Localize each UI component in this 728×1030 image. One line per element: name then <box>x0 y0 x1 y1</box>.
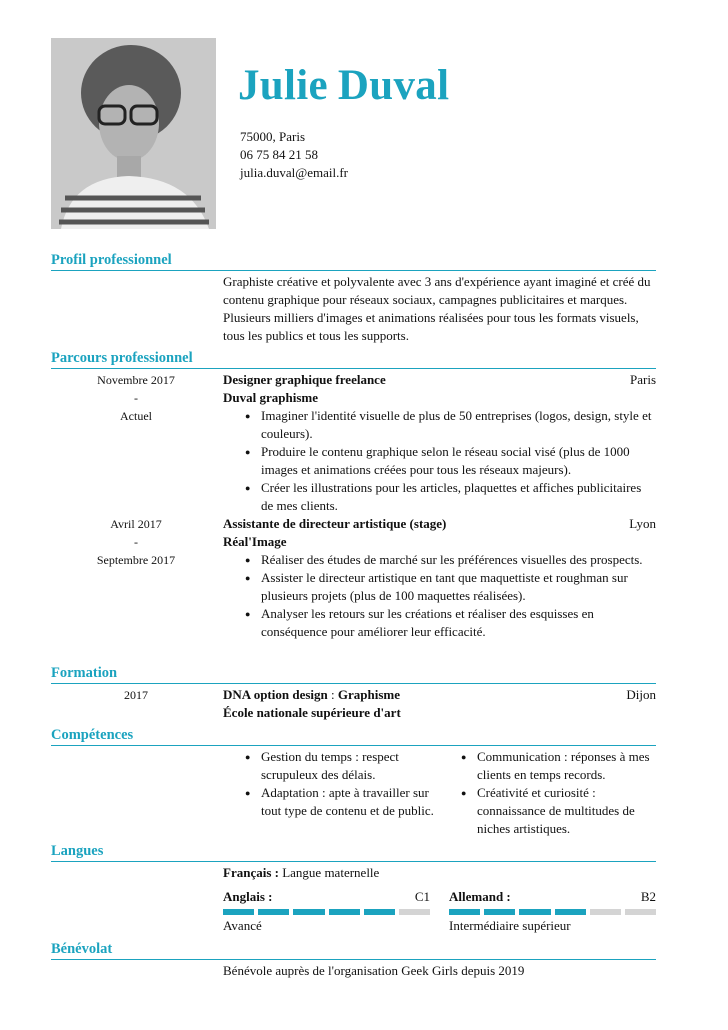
contact-block <box>240 128 348 182</box>
list-item: ● Imaginer l'identité visuelle de plus de 50 entreprises (logos, design, style et couleurs). <box>261 407 656 443</box>
education-entry <box>223 686 656 722</box>
skills-column-left <box>223 748 439 838</box>
section-title-skills: Compétences <box>51 727 134 743</box>
section-rule <box>51 270 656 271</box>
language-level-text: Intermédiaire supérieur <box>449 918 571 933</box>
job-company: Réal'Image <box>223 534 287 549</box>
job-entry <box>223 515 656 641</box>
education-degree-separator: : <box>327 687 338 702</box>
level-segment-filled <box>484 909 515 915</box>
list-item: ● Communication : réponses à mes clients en temps records. <box>477 748 655 784</box>
language-name: Allemand : <box>449 889 511 904</box>
last-name: Duval <box>337 62 450 109</box>
job-role: Designer graphique freelance <box>223 372 386 387</box>
section-rule <box>51 683 656 684</box>
education-header <box>223 686 656 704</box>
section-title-volunteer: Bénévolat <box>51 941 113 957</box>
skills-column-right <box>439 748 655 838</box>
list-item: ● Gestion du temps : respect scrupuleux des délais. <box>261 748 439 784</box>
language-item <box>223 888 430 935</box>
job-company: Duval graphisme <box>223 390 318 405</box>
job-bullets <box>223 407 656 515</box>
contact-email[interactable]: julia.duval@email.fr <box>240 165 348 180</box>
job-date-separator: - <box>134 391 138 405</box>
level-segment-filled <box>449 909 480 915</box>
list-item: ● Assister le directeur artistique en tant que maquettiste et roughman sur plusieurs projets (plus de 100 maquettes réalisées). <box>261 569 656 605</box>
job-header <box>223 515 656 533</box>
languages-block <box>223 864 656 935</box>
language-header <box>223 888 430 906</box>
list-item: ● Adaptation : apte à travailler sur tout type de contenu et de public. <box>261 784 439 820</box>
list-item: ● Créer les illustrations pour les articles, plaquettes et affiches publicitaires de mes clients. <box>261 479 656 515</box>
language-header <box>449 888 656 906</box>
education-degree-line <box>223 686 400 704</box>
native-language-value: Langue maternelle <box>282 865 380 880</box>
section-rule <box>51 861 656 862</box>
job-dates <box>51 371 221 425</box>
section-title-experience: Parcours professionnel <box>51 350 193 366</box>
job-entry <box>223 371 656 515</box>
job-bullets <box>223 551 656 641</box>
language-level-bar <box>449 909 656 915</box>
language-level-text: Avancé <box>223 918 262 933</box>
level-segment-filled <box>364 909 395 915</box>
job-role: Assistante de directeur artistique (stage) <box>223 516 447 531</box>
education-degree: DNA option design <box>223 687 328 702</box>
native-language-label: Français : <box>223 865 279 880</box>
list-item: ● Réaliser des études de marché sur les préférences visuelles des prospects. <box>261 551 656 569</box>
list-item: ● Analyser les retours sur les créations et réaliser des esquisses en conséquence pour améliorer leur efficacité. <box>261 605 656 641</box>
section-title-education: Formation <box>51 665 118 681</box>
language-level-bar <box>223 909 430 915</box>
section-rule <box>51 959 656 960</box>
section-title-profile: Profil professionnel <box>51 252 172 268</box>
education-location: Dijon <box>626 687 656 702</box>
job-end: Actuel <box>120 409 152 423</box>
language-level-code: C1 <box>414 889 430 904</box>
volunteer-text: Bénévole auprès de l'organisation Geek Girls depuis 2019 <box>223 963 525 978</box>
language-level-code: B2 <box>640 889 656 904</box>
job-header <box>223 371 656 389</box>
first-name: Julie <box>238 62 328 109</box>
contact-phone[interactable]: 06 75 84 21 58 <box>240 147 318 162</box>
level-segment-filled <box>258 909 289 915</box>
education-year: 2017 <box>124 688 148 702</box>
candidate-name <box>238 64 459 107</box>
section-rule <box>51 745 656 746</box>
skills-list <box>223 748 656 838</box>
job-start: Novembre 2017 <box>97 373 175 387</box>
language-item <box>449 888 656 935</box>
level-segment-filled <box>293 909 324 915</box>
section-rule <box>51 368 656 369</box>
job-start: Avril 2017 <box>110 517 162 531</box>
language-levels <box>223 888 656 935</box>
job-location: Lyon <box>629 516 656 531</box>
level-segment-filled <box>555 909 586 915</box>
level-segment-filled <box>223 909 254 915</box>
level-segment-filled <box>329 909 360 915</box>
list-item: ● Créativité et curiosité : connaissance de multitudes de niches artistiques. <box>477 784 655 838</box>
level-segment-empty <box>625 909 656 915</box>
education-school: École nationale supérieure d'art <box>223 705 401 720</box>
job-end: Septembre 2017 <box>96 553 176 567</box>
job-date-separator: - <box>134 535 138 549</box>
profile-photo <box>51 38 216 229</box>
language-name: Anglais : <box>223 889 273 904</box>
job-dates <box>51 515 221 569</box>
contact-city: 75000, Paris <box>240 129 305 144</box>
native-language <box>223 864 656 882</box>
list-item: ● Produire le contenu graphique selon le réseau social visé (plus de 1000 images et animations créées pour tous les réseaux majeurs). <box>261 443 656 479</box>
level-segment-filled <box>519 909 550 915</box>
level-segment-empty <box>399 909 430 915</box>
education-field: Graphisme <box>337 687 400 702</box>
section-title-languages: Langues <box>51 843 104 859</box>
job-location: Paris <box>630 372 656 387</box>
level-segment-empty <box>590 909 621 915</box>
profile-text: Graphiste créative et polyvalente avec 3 ans d'expérience ayant imaginé et créé du contenu graphique pour réseaux sociaux, campagnes publicitaires et marques. Plusieurs milliers d'images et animations réalisées pour tous les formats visuels, tous les publics et tous les supports. <box>223 274 651 343</box>
